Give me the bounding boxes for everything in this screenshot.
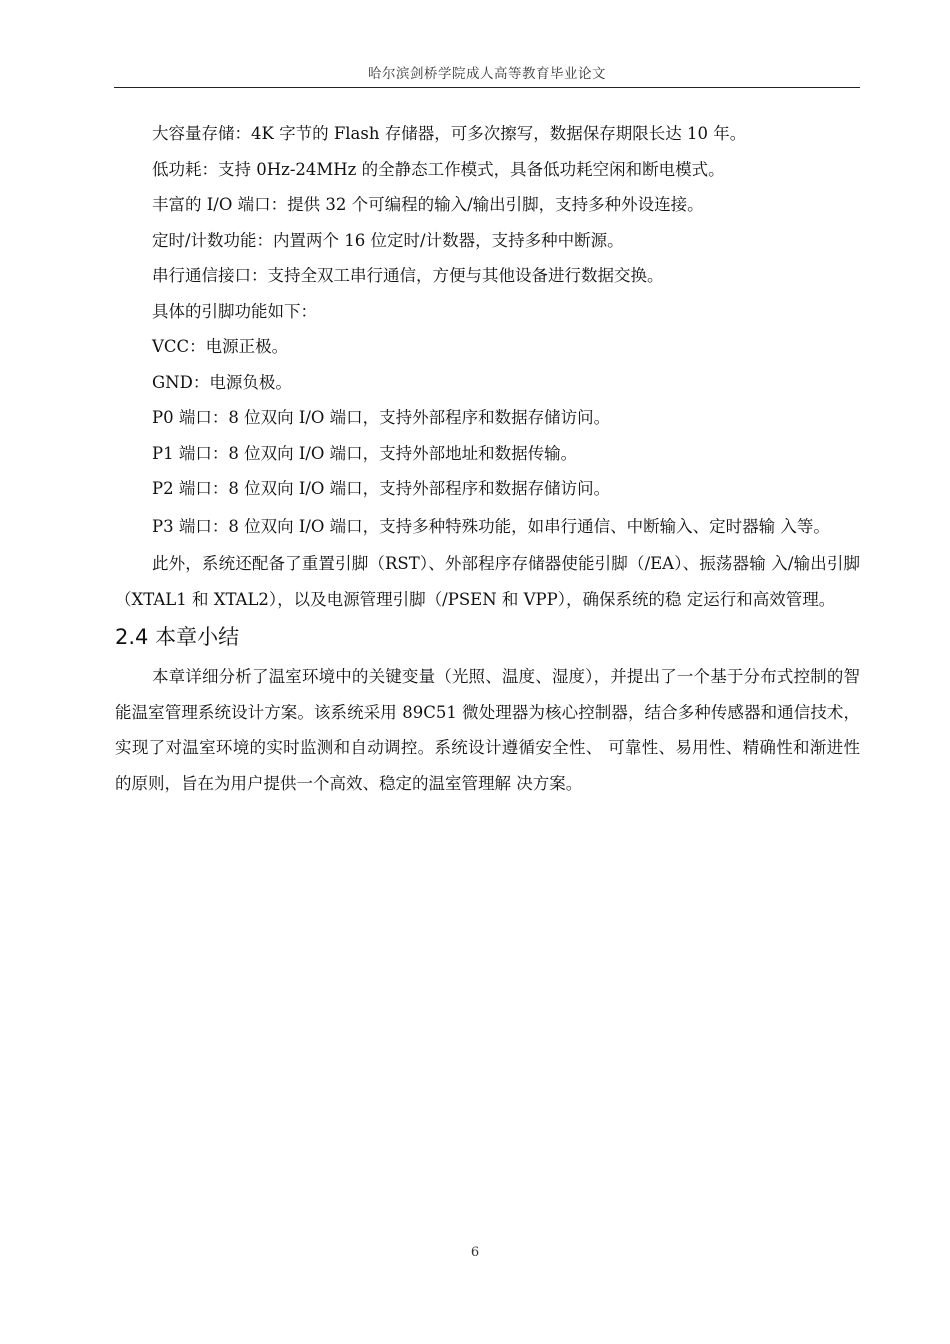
section-title: 2.4 本章小结 <box>115 625 240 649</box>
pin-vcc: VCC：电源正极。 <box>152 337 289 356</box>
pin-p2: P2 端口：8 位双向 I/O 端口，支持外部程序和数据存储访问。 <box>152 479 611 498</box>
pin-gnd: GND：电源负极。 <box>152 372 292 392</box>
extra-pins-paragraph: 此外，系统还配备了重置引脚（RST）、外部程序存储器使能引脚（/EA）、振荡器输 入/输出引脚（XTAL1 和 XTAL2），以及电源管理引脚（/PSEN 和 VPP），确保系统的稳 定运行和高效管理。 <box>115 554 860 609</box>
document-body <box>115 116 860 801</box>
pin-intro: 具体的引脚功能如下： <box>152 301 317 321</box>
pin-p3-paragraph: P3 端口：8 位双向 I/O 端口，支持多种特殊功能，如串行通信、中断输入、定时器输 入等。 <box>152 516 830 536</box>
feature-timer-counter: 定时/计数功能：内置两个 16 位定时/计数器，支持多种中断源。 <box>152 230 624 250</box>
pin-p1: P1 端口：8 位双向 I/O 端口，支持外部地址和数据传输。 <box>152 443 578 463</box>
page-number: 6 <box>470 1245 480 1260</box>
header-divider <box>114 87 860 88</box>
feature-storage: 大容量存储：4K 字节的 Flash 存储器，可多次擦写，数据保存期限长达 10 年。 <box>152 124 747 143</box>
chapter-summary-paragraph: 本章详细分析了温室环境中的关键变量（光照、温度、湿度），并提出了一个基于分布式控制的智能温室管理系统设计方案。该系统采用 89C51 微处理器为核心控制器，结合多种传感器和通信技术，实现了对温室环境的实时监测和自动调控。系统设计遵循安全性、 可靠性、易用性、精确性和渐进性的原则，旨在为用户提供一个高效、稳定的温室管理解 决方案。 <box>115 667 860 793</box>
feature-io-ports: 丰富的 I/O 端口：提供 32 个可编程的输入/输出引脚，支持多种外设连接。 <box>152 195 704 214</box>
page-header: 哈尔滨剑桥学院成人高等教育毕业论文 <box>368 66 606 82</box>
pin-p0: P0 端口：8 位双向 I/O 端口，支持外部程序和数据存储访问。 <box>152 408 611 427</box>
feature-low-power: 低功耗：支持 0Hz-24MHz 的全静态工作模式，具备低功耗空闲和断电模式。 <box>152 159 725 179</box>
feature-serial: 串行通信接口：支持全双工串行通信，方便与其他设备进行数据交换。 <box>152 266 664 285</box>
